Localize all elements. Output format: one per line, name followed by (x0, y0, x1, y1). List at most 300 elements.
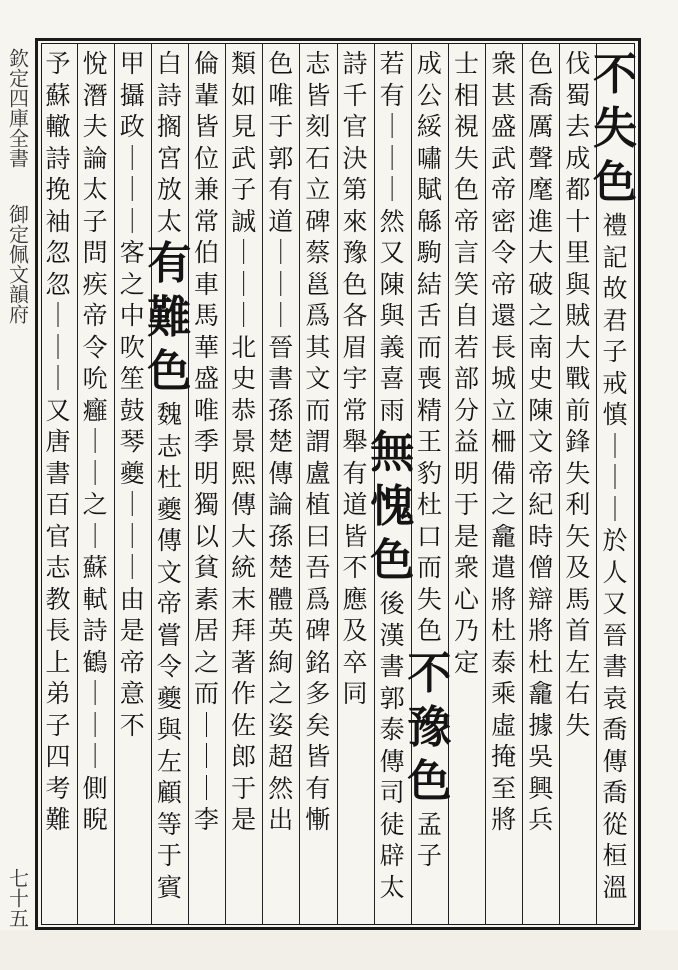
text-char: 據 (528, 710, 554, 740)
text-char: ｜ (231, 269, 257, 299)
text-char: ｜ (231, 301, 257, 330)
text-char: 袖 (45, 206, 71, 236)
text-char: 杜 (416, 490, 442, 519)
text-char: 杜 (156, 463, 182, 492)
text-char: 士 (453, 49, 479, 78)
text-char: 僧 (528, 553, 554, 582)
text-char: 喪 (416, 364, 442, 393)
text-char: 君 (602, 305, 628, 335)
text-char: 由 (119, 584, 145, 614)
text-char: ｜ (194, 710, 220, 740)
text-column (593, 48, 637, 920)
headword-char: 豫 (407, 701, 452, 753)
text-char: 景 (231, 427, 257, 456)
text-char: ｜ (268, 269, 294, 299)
text-char: 傳 (156, 526, 182, 555)
text-char: 詩 (156, 80, 182, 110)
text-char: 左 (565, 647, 591, 677)
text-char: 豫 (342, 238, 368, 267)
text-char: ｜ (194, 773, 220, 803)
text-char: 道 (342, 490, 368, 519)
text-char: 書 (602, 652, 628, 681)
text-char: 文 (305, 364, 331, 393)
text-char: 有 (342, 458, 368, 488)
text-char: 第 (342, 175, 368, 204)
text-char: ｜ (82, 679, 108, 708)
text-char: 常 (194, 206, 220, 236)
text-column (560, 48, 596, 920)
text-char: 令 (491, 238, 517, 267)
text-char: 居 (194, 616, 220, 645)
text-char: 公 (416, 80, 442, 110)
text-char: 王 (416, 427, 442, 456)
text-char: 軾 (82, 584, 108, 614)
text-char: 曰 (305, 521, 331, 551)
text-char: 後 (379, 589, 405, 618)
text-char: 蘇 (45, 80, 71, 110)
text-char: 作 (231, 679, 257, 708)
text-char: 郭 (379, 683, 405, 713)
text-char: ｜ (268, 301, 294, 330)
text-char: 口 (416, 521, 442, 551)
text-char: ｜ (82, 521, 108, 551)
text-char: 佐 (231, 710, 257, 740)
text-char: 色 (268, 49, 294, 78)
text-char: 袁 (602, 683, 628, 713)
text-char: 官 (45, 521, 71, 551)
text-char: 書 (45, 458, 71, 488)
text-char: 熙 (231, 458, 257, 488)
text-char: 誠 (231, 206, 257, 236)
text-char: ｜ (119, 206, 145, 236)
text-char: 子 (82, 206, 108, 236)
text-char: 文 (528, 427, 554, 456)
text-char: 唯 (194, 395, 220, 425)
text-char: 夔 (156, 494, 182, 524)
text-char: 兼 (194, 175, 220, 204)
text-char: 孟 (416, 809, 442, 839)
text-char: 徒 (379, 809, 405, 839)
text-char: 貧 (194, 553, 220, 582)
text-char: 書 (268, 364, 294, 393)
text-char: 類 (231, 49, 257, 78)
text-char: 馬 (565, 584, 591, 614)
text-char: 帝 (119, 647, 145, 677)
text-char: 於 (602, 526, 628, 555)
text-char: 色 (453, 175, 479, 204)
text-char: 于 (156, 841, 182, 870)
text-char: 邕 (305, 269, 331, 299)
text-char: 衆 (491, 49, 517, 78)
text-char: 吮 (82, 364, 108, 393)
text-char: 明 (453, 458, 479, 488)
text-char: 論 (82, 143, 108, 173)
text-char: 紀 (528, 490, 554, 519)
text-char: ｜ (82, 458, 108, 488)
text-char: 位 (194, 143, 220, 173)
margin-leaf-number: 七十五 (5, 868, 30, 928)
text-char: 恭 (231, 395, 257, 425)
text-char: 顧 (156, 778, 182, 807)
text-char: 長 (491, 332, 517, 362)
text-char: 之 (491, 490, 517, 519)
text-char: 悅 (82, 49, 108, 78)
text-char: 色 (342, 269, 368, 299)
text-char: 馬 (194, 301, 220, 330)
text-char: 之 (194, 647, 220, 677)
text-char: 駒 (416, 238, 442, 267)
text-char: 傳 (379, 746, 405, 776)
text-char: 進 (528, 206, 554, 236)
text-char: 與 (156, 715, 182, 744)
text-char: 緜 (416, 206, 442, 236)
text-char: 將 (528, 616, 554, 645)
margin-book-title: 御定佩文韻府 (5, 204, 30, 324)
text-char: 統 (231, 553, 257, 582)
text-char: 著 (231, 647, 257, 677)
text-char: ｜ (119, 521, 145, 551)
text-char: 宮 (156, 143, 182, 173)
text-char: 素 (194, 584, 220, 614)
text-char: 禮 (602, 211, 628, 240)
text-char: 記 (602, 242, 628, 272)
text-char: 言 (453, 238, 479, 267)
text-char: 又 (379, 238, 405, 267)
headword-char: 有 (147, 238, 192, 289)
text-char: 子 (231, 175, 257, 204)
text-char: 然 (268, 773, 294, 803)
text-char: 太 (379, 872, 405, 902)
text-char: 常 (342, 395, 368, 425)
text-char: 詩 (342, 49, 368, 78)
text-char: 教 (45, 584, 71, 614)
text-char: ｜ (602, 494, 628, 524)
text-char: 輩 (194, 80, 220, 110)
text-char: 志 (156, 431, 182, 461)
text-char: 從 (602, 809, 628, 839)
text-char: 帝 (82, 301, 108, 330)
text-char: 其 (305, 332, 331, 362)
text-char: 吳 (528, 742, 554, 771)
text-char: 轍 (45, 112, 71, 141)
text-char: 成 (416, 49, 442, 78)
text-char: 等 (156, 809, 182, 839)
margin-top-text: 欽定四庫全書 (5, 48, 30, 168)
text-char: 帝 (156, 589, 182, 618)
text-char: 豹 (416, 458, 442, 488)
text-char: 故 (602, 274, 628, 303)
text-char: 盛 (491, 112, 517, 141)
text-column (370, 48, 415, 920)
text-char: 皆 (194, 112, 220, 141)
text-char: 帝 (491, 269, 517, 299)
text-char: 喜 (379, 364, 405, 393)
text-char: 超 (268, 742, 294, 771)
text-char: 城 (491, 364, 517, 393)
text-char: 官 (342, 112, 368, 141)
text-char: 挽 (45, 175, 71, 204)
text-char: 而 (305, 395, 331, 425)
text-char: 將 (491, 584, 517, 614)
text-char: ｜ (119, 143, 145, 173)
text-char: 辯 (528, 584, 554, 614)
text-char: 柵 (491, 427, 517, 456)
text-char: 道 (268, 206, 294, 236)
text-char: 謂 (305, 427, 331, 456)
text-char: 百 (45, 490, 71, 519)
text-char: ｜ (119, 175, 145, 204)
text-char: 中 (119, 301, 145, 330)
text-char: 色 (528, 49, 554, 78)
text-char: 蜀 (565, 80, 591, 110)
text-char: 桓 (602, 841, 628, 870)
text-char: 姿 (268, 710, 294, 740)
text-char: 晉 (268, 332, 294, 362)
text-char: 賦 (416, 175, 442, 204)
text-char: 泰 (379, 715, 405, 744)
text-char: 孫 (268, 521, 294, 551)
text-char: 武 (231, 143, 257, 173)
text-char: 應 (342, 584, 368, 614)
text-char: 是 (119, 616, 145, 645)
text-char: 賊 (565, 301, 591, 330)
text-char: ｜ (602, 463, 628, 492)
text-char: 右 (565, 679, 591, 708)
text-column (337, 48, 373, 920)
text-char: 令 (156, 652, 182, 681)
bottom-margin (0, 930, 678, 970)
text-char: ｜ (45, 301, 71, 330)
text-char: 利 (565, 490, 591, 519)
text-char: 絢 (268, 647, 294, 677)
text-char: 及 (565, 553, 591, 582)
text-char: 盧 (305, 458, 331, 488)
headword-char: 失 (593, 103, 637, 154)
text-char: 楚 (268, 553, 294, 582)
text-char: 益 (453, 427, 479, 456)
text-char: 成 (565, 143, 591, 173)
text-char: 于 (453, 490, 479, 519)
text-char: ｜ (119, 490, 145, 519)
text-char: 爲 (305, 301, 331, 330)
text-column (300, 48, 336, 920)
text-char: 義 (379, 332, 405, 362)
text-char: 司 (379, 778, 405, 807)
text-char: 矢 (565, 521, 591, 551)
text-char: 有 (305, 773, 331, 803)
text-char: 志 (305, 49, 331, 78)
text-char: ｜ (379, 112, 405, 141)
text-char: 破 (528, 269, 554, 299)
text-char: 孫 (268, 395, 294, 425)
text-char: 鶴 (82, 647, 108, 677)
headword-char: 愧 (370, 481, 415, 532)
text-char: 失 (416, 584, 442, 614)
text-char: 華 (194, 332, 220, 362)
text-char: 定 (453, 647, 479, 677)
text-char: 立 (305, 175, 331, 204)
text-char: 大 (231, 521, 257, 551)
text-char: 予 (45, 49, 71, 78)
text-char: 忽 (45, 238, 71, 267)
text-char: 之 (119, 269, 145, 299)
text-column (40, 48, 76, 920)
text-char: 英 (268, 616, 294, 645)
text-char: 甲 (119, 49, 145, 78)
text-char: 夔 (156, 683, 182, 713)
text-char: 與 (565, 269, 591, 299)
headword-char: 色 (147, 346, 192, 397)
text-char: 倫 (194, 49, 220, 78)
text-char: 喬 (602, 778, 628, 807)
text-char: 自 (453, 301, 479, 330)
text-char: 遣 (491, 553, 517, 582)
text-char: 疾 (82, 269, 108, 299)
text-char: 然 (379, 206, 405, 236)
text-char: 如 (231, 80, 257, 110)
text-char: 鋒 (565, 427, 591, 456)
text-char: 魏 (156, 400, 182, 429)
text-char: 乃 (453, 616, 479, 645)
text-char: 厲 (528, 112, 554, 141)
text-char: 前 (565, 395, 591, 425)
text-char: 帝 (528, 458, 554, 488)
text-char: 賓 (156, 872, 182, 902)
text-char: 皆 (305, 742, 331, 771)
headword-char: 色 (370, 535, 415, 586)
text-char: 子 (416, 841, 442, 870)
text-char: 放 (156, 175, 182, 204)
text-char: 卒 (342, 647, 368, 677)
text-char: ｜ (379, 175, 405, 204)
text-char: 太 (82, 175, 108, 204)
text-char: 麾 (528, 175, 554, 204)
text-char: 大 (528, 238, 554, 267)
text-column (226, 48, 262, 920)
text-char: 于 (268, 112, 294, 141)
text-char: 結 (416, 269, 442, 299)
text-char: 夫 (82, 112, 108, 141)
text-char: 笙 (119, 364, 145, 393)
text-char: 密 (491, 206, 517, 236)
text-char: 龕 (528, 679, 554, 708)
text-char: 又 (602, 589, 628, 618)
text-char: 志 (45, 553, 71, 582)
text-char: 首 (565, 616, 591, 645)
text-column (263, 48, 299, 920)
text-char: 問 (82, 238, 108, 267)
text-char: 十 (565, 206, 591, 236)
text-char: 衆 (453, 553, 479, 582)
text-column (407, 48, 452, 920)
text-char: 千 (342, 80, 368, 110)
text-char: 李 (194, 805, 220, 834)
text-char: 皆 (305, 80, 331, 110)
margin-column (0, 48, 35, 928)
text-char: 時 (528, 521, 554, 551)
text-char: 若 (379, 49, 405, 78)
text-char: 睨 (82, 805, 108, 834)
text-char: 之 (268, 679, 294, 708)
text-char: 有 (379, 80, 405, 110)
text-char: 陳 (379, 269, 405, 299)
text-char: 宇 (342, 364, 368, 393)
text-char: 于 (231, 773, 257, 803)
text-char: 至 (491, 773, 517, 803)
text-char: 而 (416, 553, 442, 582)
text-char: 琴 (119, 427, 145, 456)
text-column (523, 48, 559, 920)
text-char: 掩 (491, 742, 517, 771)
text-char: 難 (45, 805, 71, 834)
text-char: 子 (45, 710, 71, 740)
text-char: 明 (194, 458, 220, 488)
text-char: 立 (491, 395, 517, 425)
text-char: 史 (528, 364, 554, 393)
text-char: 喬 (602, 715, 628, 744)
text-char: 分 (453, 395, 479, 425)
text-char: 慎 (602, 400, 628, 429)
text-char: 側 (82, 773, 108, 803)
text-char: 將 (491, 805, 517, 834)
text-char: 出 (268, 805, 294, 834)
text-char: 而 (194, 679, 220, 708)
text-char: 楚 (268, 427, 294, 456)
text-char: 南 (528, 332, 554, 362)
text-char: 銘 (305, 647, 331, 677)
text-char: 龕 (491, 521, 517, 551)
text-char: 石 (305, 143, 331, 173)
text-char: 備 (491, 458, 517, 488)
text-char: 蘇 (82, 553, 108, 582)
text-char: 政 (119, 112, 145, 141)
text-char: 失 (453, 143, 479, 173)
text-char: 又 (45, 395, 71, 425)
text-column (189, 48, 225, 920)
text-char: 溫 (602, 872, 628, 902)
text-char: 興 (528, 773, 554, 803)
text-char: 武 (491, 143, 517, 173)
text-char: 左 (156, 746, 182, 776)
text-char: 漢 (379, 620, 405, 650)
text-char: 來 (342, 206, 368, 236)
text-char: 人 (602, 557, 628, 587)
text-char: 皆 (342, 521, 368, 551)
text-char: 不 (342, 553, 368, 582)
text-char: 史 (231, 364, 257, 393)
text-char: 長 (45, 616, 71, 645)
text-char: 雨 (379, 395, 405, 425)
text-char: 失 (565, 458, 591, 488)
text-char: 甚 (491, 80, 517, 110)
text-column (486, 48, 522, 920)
text-char: 碑 (305, 206, 331, 236)
text-char: 晉 (602, 620, 628, 650)
text-char: 令 (82, 332, 108, 362)
text-char: 弟 (45, 679, 71, 708)
text-char: 末 (231, 584, 257, 614)
text-char: 矣 (305, 710, 331, 740)
text-char: 考 (45, 773, 71, 803)
headword-char: 色 (407, 755, 452, 807)
text-char: 鼓 (119, 395, 145, 425)
text-char: ｜ (82, 742, 108, 771)
text-char: 傳 (231, 490, 257, 519)
text-char: 拜 (231, 616, 257, 645)
text-char: 潛 (82, 80, 108, 110)
text-char: 植 (305, 490, 331, 519)
text-char: 意 (119, 679, 145, 708)
